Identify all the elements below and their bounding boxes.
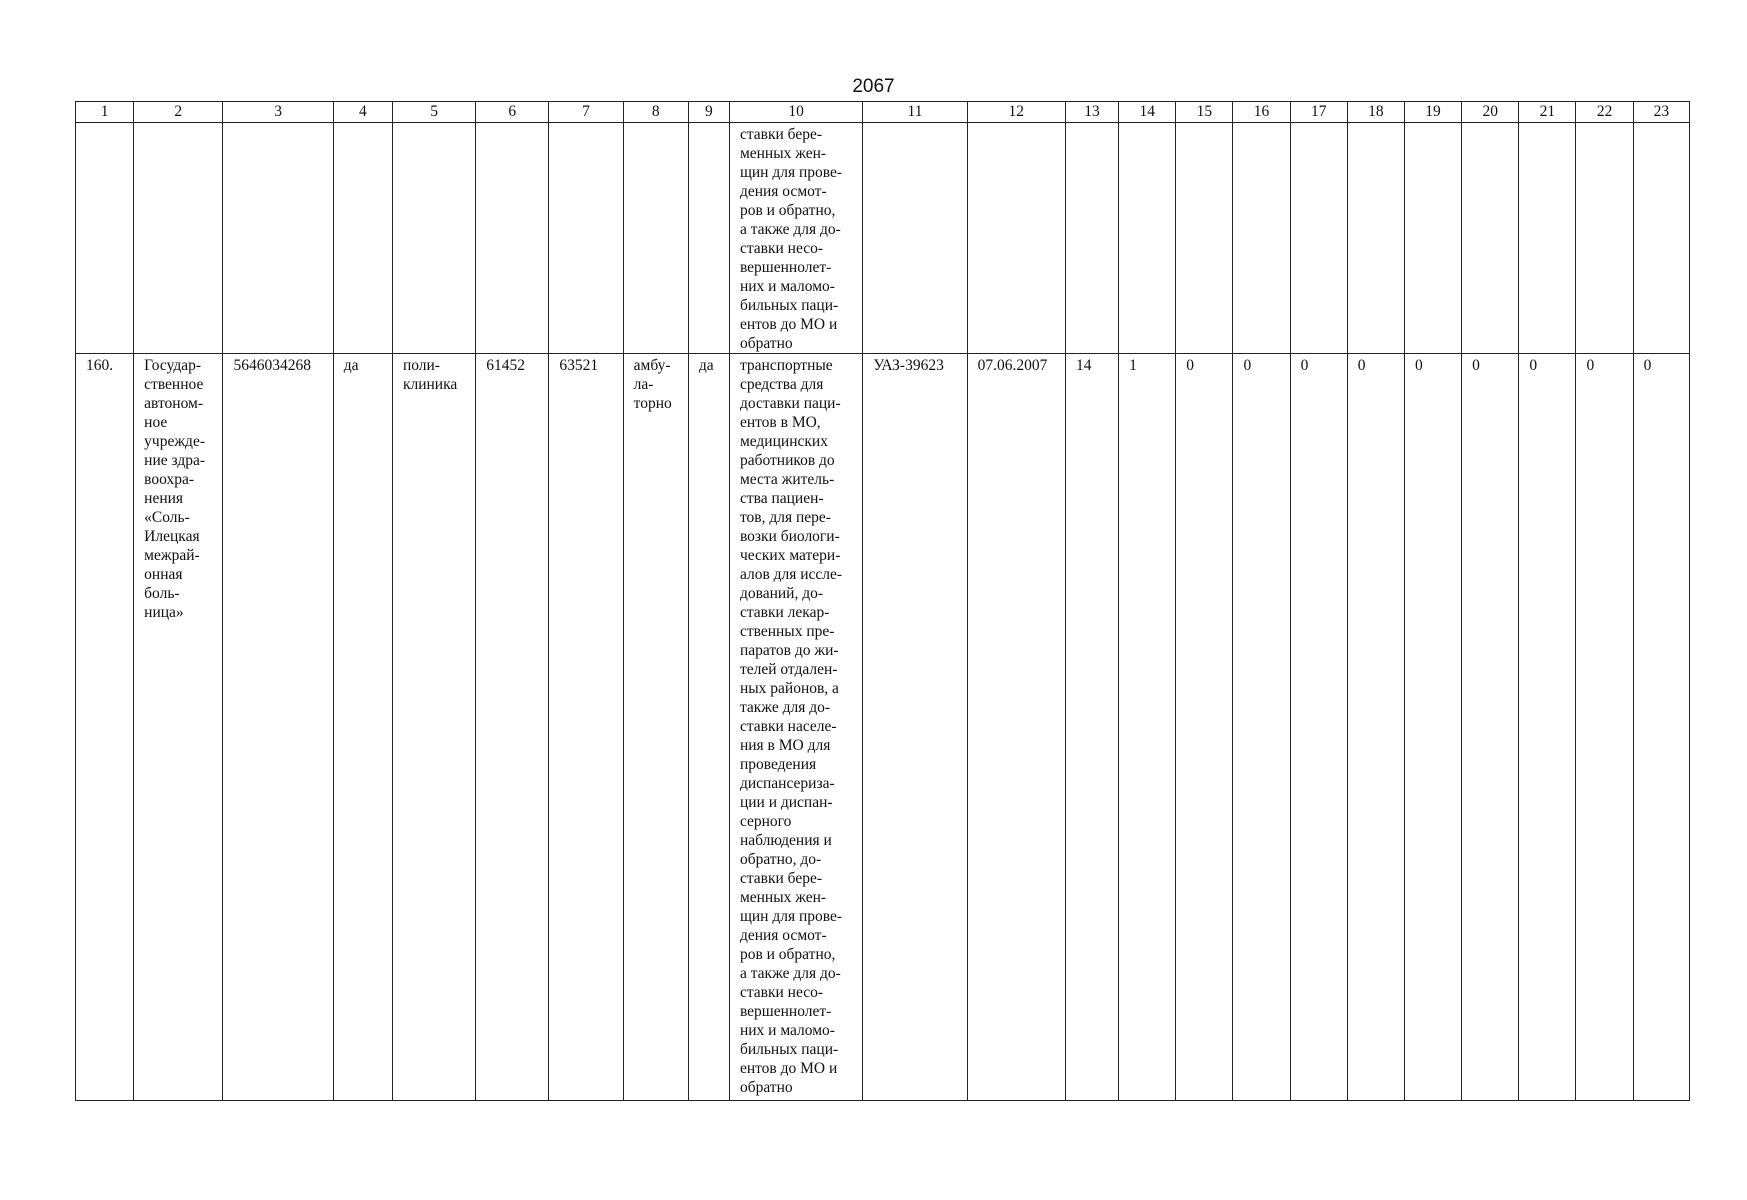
table-cell bbox=[1347, 123, 1404, 354]
table-cell: 0 bbox=[1519, 354, 1576, 1101]
table-cell: 0 bbox=[1462, 354, 1519, 1101]
table-row bbox=[76, 354, 1690, 1101]
column-header: 5 bbox=[392, 102, 475, 123]
table-cell bbox=[967, 123, 1065, 354]
column-header: 1 bbox=[76, 102, 134, 123]
purpose-description-cell: транспортные средства для доставки паци- ентов в МО, медицинских работников до места житель- ства пациен- тов, для пере- возки биологи- ческих матери- алов для иссле- дований, до- ставки лекар- ственных пре- паратов до жи- телей отдален- ных районов, а также для до- ставки населе- ния в МО для проведения диспансериза- ции и диспан- серного наблюдения и обратно, до- ставки бере- менных жен- щин для прове- дения осмот- ров и обратно, а также для до- ставки несо- вершеннолет- них и маломо- бильных паци- ентов до МО и обратно bbox=[729, 354, 862, 1101]
column-header: 9 bbox=[688, 102, 729, 123]
table-cell: ставки бере- менных жен- щин для прове- дения осмот- ров и обратно, а также для до- ставки несо- вершеннолет- них и маломо- бильных паци- ентов до МО и обратно bbox=[729, 123, 862, 354]
column-header: 15 bbox=[1176, 102, 1233, 123]
column-header: 19 bbox=[1404, 102, 1461, 123]
table-cell bbox=[76, 123, 134, 354]
column-header: 7 bbox=[549, 102, 623, 123]
table-cell: 0 bbox=[1576, 354, 1633, 1101]
table-cell: 0 bbox=[1633, 354, 1689, 1101]
column-header: 2 bbox=[134, 102, 223, 123]
table-cell bbox=[863, 123, 967, 354]
table-cell: 14 bbox=[1065, 354, 1118, 1101]
column-header: 23 bbox=[1633, 102, 1689, 123]
table-cell bbox=[549, 123, 623, 354]
table-cell bbox=[1576, 123, 1633, 354]
column-header: 10 bbox=[729, 102, 862, 123]
header-row bbox=[76, 102, 1690, 123]
table-cell: да bbox=[333, 354, 392, 1101]
table-cell bbox=[1065, 123, 1118, 354]
table-cell bbox=[688, 123, 729, 354]
table-cell bbox=[223, 123, 333, 354]
column-header: 18 bbox=[1347, 102, 1404, 123]
column-header: 17 bbox=[1290, 102, 1347, 123]
row-number-cell: 160. bbox=[76, 354, 134, 1101]
data-table bbox=[75, 101, 1690, 1101]
column-header: 21 bbox=[1519, 102, 1576, 123]
table-cell: поли- клиника bbox=[392, 354, 475, 1101]
table-cell: да bbox=[688, 354, 729, 1101]
table-cell: 1 bbox=[1119, 354, 1176, 1101]
table-cell bbox=[1462, 123, 1519, 354]
column-header: 3 bbox=[223, 102, 333, 123]
column-header: 11 bbox=[863, 102, 967, 123]
column-header: 12 bbox=[967, 102, 1065, 123]
table-cell bbox=[333, 123, 392, 354]
table-row-continuation bbox=[76, 123, 1690, 354]
table-cell: 0 bbox=[1347, 354, 1404, 1101]
column-header: 14 bbox=[1119, 102, 1176, 123]
table-cell: 0 bbox=[1233, 354, 1290, 1101]
date-cell: 07.06.2007 bbox=[967, 354, 1065, 1101]
table-cell bbox=[1404, 123, 1461, 354]
column-header: 20 bbox=[1462, 102, 1519, 123]
table-cell: амбу- ла- торно bbox=[623, 354, 688, 1101]
table-cell: 0 bbox=[1176, 354, 1233, 1101]
table-cell bbox=[1233, 123, 1290, 354]
page-number: 2067 bbox=[852, 76, 895, 97]
table-cell bbox=[1633, 123, 1689, 354]
column-header: 8 bbox=[623, 102, 688, 123]
column-header: 13 bbox=[1065, 102, 1118, 123]
table-cell bbox=[623, 123, 688, 354]
table-cell bbox=[1176, 123, 1233, 354]
column-header: 6 bbox=[476, 102, 549, 123]
column-header: 4 bbox=[333, 102, 392, 123]
table-cell: 0 bbox=[1290, 354, 1347, 1101]
table-cell: 0 bbox=[1404, 354, 1461, 1101]
table-cell bbox=[1119, 123, 1176, 354]
table-cell bbox=[1290, 123, 1347, 354]
column-header: 16 bbox=[1233, 102, 1290, 123]
column-header: 22 bbox=[1576, 102, 1633, 123]
table-cell: 5646034268 bbox=[223, 354, 333, 1101]
table-cell bbox=[1519, 123, 1576, 354]
organization-name-cell: Государ- ственное автоном- ное учрежде- ние здра- воохра- нения «Соль- Илецкая межрай- онная боль- ница» bbox=[134, 354, 223, 1101]
vehicle-model-cell: УАЗ-39623 bbox=[863, 354, 967, 1101]
table-cell: 61452 bbox=[476, 354, 549, 1101]
table-cell bbox=[392, 123, 475, 354]
table-cell: 63521 bbox=[549, 354, 623, 1101]
table-cell bbox=[476, 123, 549, 354]
table-cell bbox=[134, 123, 223, 354]
